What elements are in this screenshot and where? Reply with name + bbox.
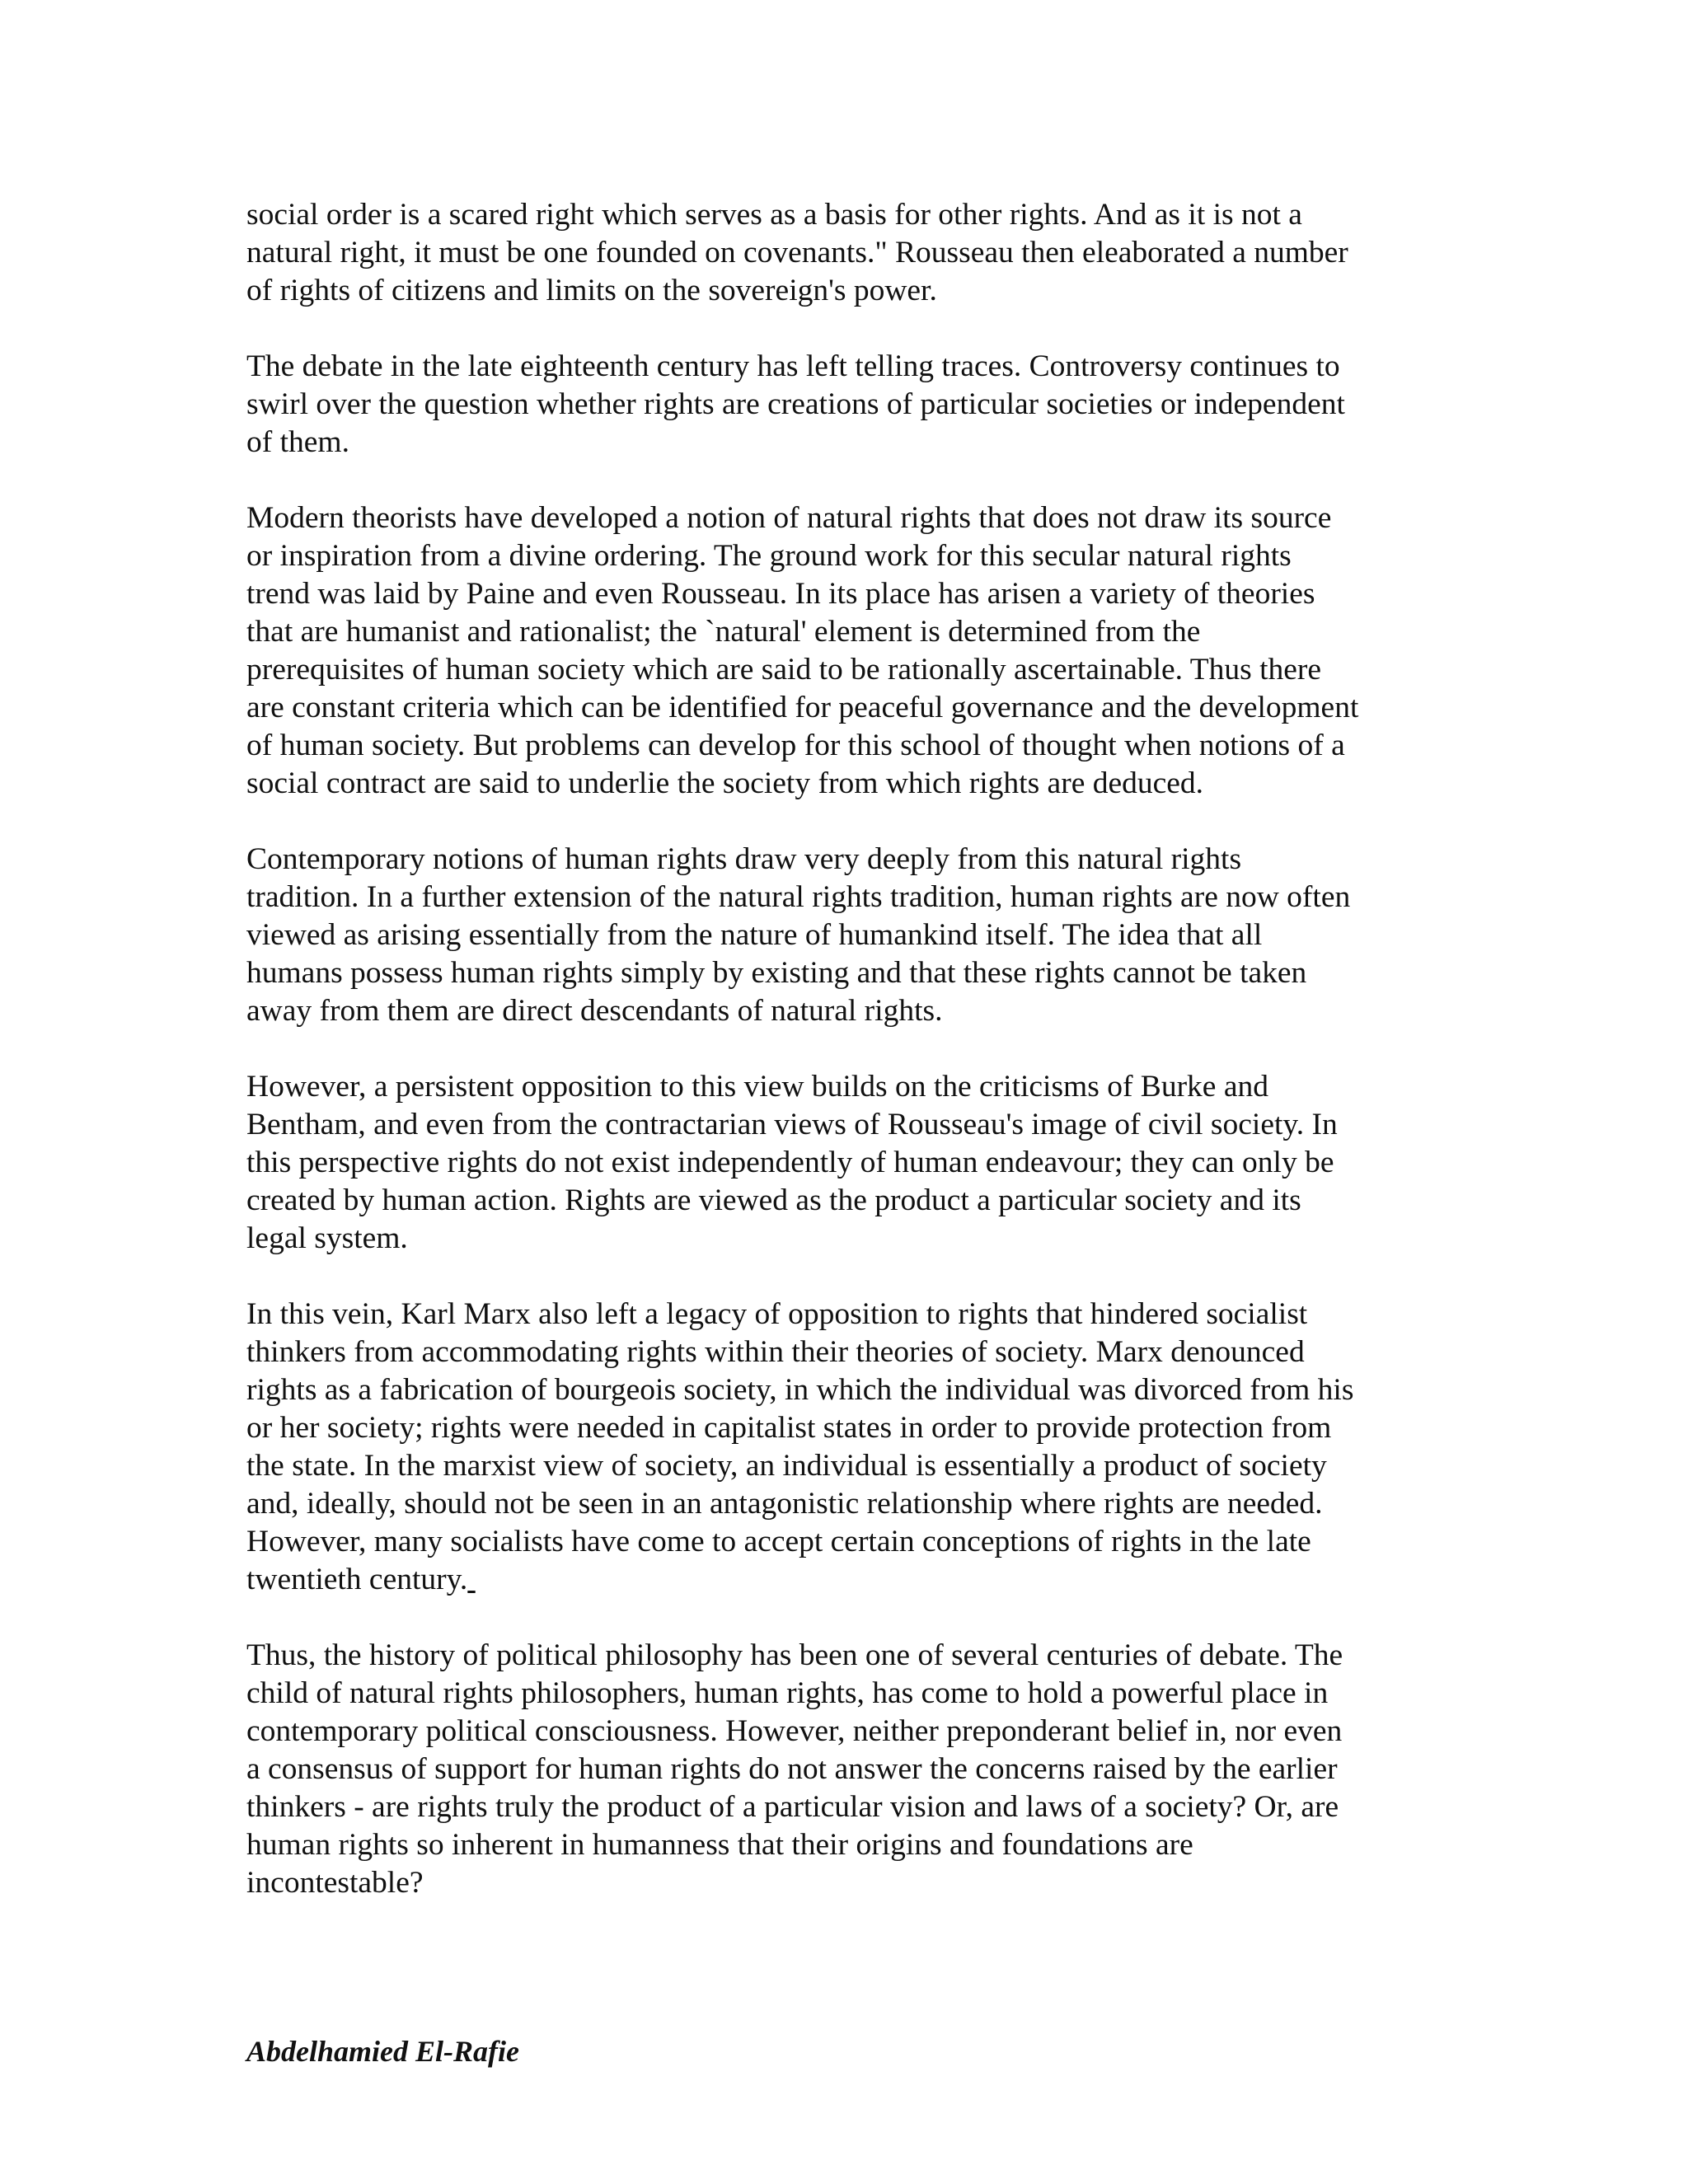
- paragraph-line-text: twentieth century.: [246, 1563, 468, 1596]
- paragraph-line: Contemporary notions of human rights draw very deeply from this natural rights: [246, 842, 1242, 876]
- paragraph-line: However, a persistent opposition to this view builds on the criticisms of Burke and: [246, 1070, 1268, 1104]
- paragraph-5: [246, 1068, 1450, 1258]
- paragraph-line: legal system.: [246, 1221, 408, 1255]
- paragraph-line: of them.: [246, 425, 349, 459]
- paragraph-line: a consensus of support for human rights do not answer the concerns raised by the earlier: [246, 1752, 1338, 1786]
- paragraph-line: natural right, it must be one founded on covenants." Rousseau then eleaborated a number: [246, 236, 1348, 269]
- paragraph-7: [246, 1637, 1450, 1902]
- paragraph-line: rights as a fabrication of bourgeois society, in which the individual was divorced from his: [246, 1373, 1354, 1407]
- paragraph-line: prerequisites of human society which are said to be rationally ascertainable. Thus there: [246, 653, 1322, 687]
- paragraph-4: [246, 841, 1450, 1030]
- paragraph-1: [246, 196, 1450, 310]
- paragraph-line: In this vein, Karl Marx also left a legacy of opposition to rights that hindered socialist: [246, 1297, 1308, 1331]
- paragraph-6: [246, 1296, 1450, 1599]
- body-text: [246, 196, 1450, 1940]
- paragraph-line: trend was laid by Paine and even Rousseau. In its place has arisen a variety of theories: [246, 577, 1315, 611]
- paragraph-line: of rights of citizens and limits on the sovereign's power.: [246, 274, 937, 307]
- paragraph-line: The debate in the late eighteenth century has left telling traces. Controversy continues to: [246, 349, 1340, 383]
- paragraph-line: created by human action. Rights are viewed as the product a particular society and its: [246, 1183, 1301, 1217]
- paragraph-line: are constant criteria which can be identified for peaceful governance and the development: [246, 691, 1359, 724]
- paragraph-line: tradition. In a further extension of the natural rights tradition, human rights are now often: [246, 880, 1351, 914]
- paragraph-line: swirl over the question whether rights are creations of particular societies or independent: [246, 387, 1345, 421]
- paragraph-line: However, many socialists have come to accept certain conceptions of rights in the late: [246, 1525, 1311, 1558]
- paragraph-line: Bentham, and even from the contractarian views of Rousseau's image of civil society. In: [246, 1108, 1338, 1141]
- footnote-marker: [467, 1563, 475, 1596]
- paragraph-line: or her society; rights were needed in capitalist states in order to provide protection from: [246, 1411, 1332, 1445]
- paragraph-line: child of natural rights philosophers, human rights, has come to hold a powerful place in: [246, 1676, 1329, 1710]
- paragraph-line: Modern theorists have developed a notion of natural rights that does not draw its source: [246, 501, 1332, 535]
- paragraph-line: that are humanist and rationalist; the `natural' element is determined from the: [246, 615, 1201, 649]
- paragraph-line: viewed as arising essentially from the nature of humankind itself. The idea that all: [246, 918, 1263, 952]
- paragraph-line: incontestable?: [246, 1866, 424, 1900]
- paragraph-line: Thus, the history of political philosophy has been one of several centuries of debate. The: [246, 1638, 1343, 1672]
- paragraph-line: and, ideally, should not be seen in an antagonistic relationship where rights are needed.: [246, 1487, 1323, 1521]
- paragraph-line: thinkers - are rights truly the product of a particular vision and laws of a society? Or, are: [246, 1790, 1339, 1824]
- paragraph-line: the state. In the marxist view of society, an individual is essentially a product of society: [246, 1449, 1327, 1483]
- paragraph-line: contemporary political consciousness. However, neither preponderant belief in, nor even: [246, 1714, 1343, 1748]
- paragraph-line: or inspiration from a divine ordering. The ground work for this secular natural rights: [246, 539, 1292, 573]
- paragraph-line: social contract are said to underlie the society from which rights are deduced.: [246, 766, 1204, 800]
- paragraph-line: of human society. But problems can develop for this school of thought when notions of a: [246, 729, 1345, 762]
- paragraph-line: humans possess human rights simply by existing and that these rights cannot be taken: [246, 956, 1307, 990]
- paragraph-line: this perspective rights do not exist independently of human endeavour; they can only be: [246, 1146, 1334, 1179]
- paragraph-line: social order is a scared right which serves as a basis for other rights. And as it is not a: [246, 198, 1302, 232]
- paragraph-line: [246, 1561, 1450, 1599]
- paragraph-3: [246, 499, 1450, 803]
- author-signature: Abdelhamied El-Rafie: [246, 2035, 519, 2068]
- paragraph-2: [246, 348, 1450, 462]
- paragraph-line: thinkers from accommodating rights within their theories of society. Marx denounced: [246, 1335, 1305, 1369]
- paragraph-line: away from them are direct descendants of natural rights.: [246, 994, 943, 1028]
- paragraph-line: human rights so inherent in humanness that their origins and foundations are: [246, 1828, 1193, 1862]
